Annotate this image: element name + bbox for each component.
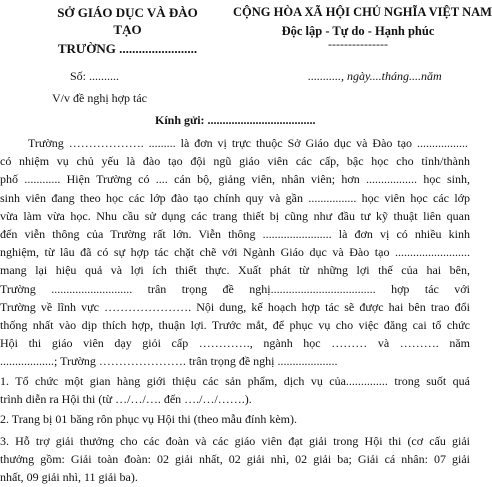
- body-line: thống nhất vào dịp thích hợp, thuận lợi. Trước mắt, để phục vụ cho việc đăng cai tổ chức: [0, 318, 470, 333]
- agency-name-line1: SỞ GIÁO DỤC VÀ ĐÀO: [57, 5, 198, 20]
- agency-name-line2: TẠO: [113, 22, 142, 37]
- document-date: ..........., ngày....tháng....năm: [308, 69, 442, 83]
- item-line: thưởng gồm: Giải toàn đoàn: 02 giải nhất, 02 giải nhì, 02 giải ba; Giải cá nhân: 07 giải: [0, 452, 470, 467]
- body-line: có nhiệm vụ chủ yếu là đào tạo đội ngũ giáo viên các cấp, bậc học cho tỉnh/thành: [0, 154, 470, 169]
- request-item-2: 2. Trang bị 01 băng rôn phục vụ Hội thi (theo mẫu đính kèm).: [0, 412, 297, 426]
- body-line: sinh viên đang theo học các lớp đào tạo chính quy và gần ................ học viên học các lớp: [0, 190, 470, 205]
- body-line: vừa làm vừa học. Nhu cầu sử dụng các trang thiết bị cũng như đầu tư kỹ thuật liên quan: [0, 208, 470, 223]
- national-motto: Độc lập - Tự do - Hạnh phúc: [281, 24, 435, 38]
- item-line: trình diễn ra Hội thi (từ …/…/…. đến …./…/…….).: [0, 392, 252, 407]
- intro-paragraph: [0, 134, 470, 371]
- body-line: Hội thi giáo viên dạy giỏi cấp …………., ngành học ……… và ………. năm: [0, 336, 470, 351]
- body-line: ..................; Trường …………………. trân trọng đề nghị ....................: [0, 354, 338, 369]
- body-line: Trường ........................... trân trọng đề nghị................................... hợp tác với: [0, 281, 470, 296]
- document-number: Số: ..........: [70, 69, 120, 83]
- item-line: 1. Tổ chức một gian hàng giới thiệu các sản phẩm, dịch vụ của.............. trong suốt quá: [0, 374, 470, 388]
- school-name: TRƯỜNG ........................: [57, 41, 198, 56]
- body-line: đến viễn thông của Trường rất lớn. Viễn thông ....................... là đơn vị có nhiều kinh: [0, 227, 470, 242]
- item-line: 3. Hỗ trợ giải thưởng cho các đoàn và các giáo viên đạt giải trong Hội thi (cơ cấu giải: [0, 434, 470, 448]
- greeting-text: Kính gửi: ....................................: [155, 113, 316, 127]
- request-item-1: [0, 372, 470, 408]
- body-line: phố ............ Hiện Trường có .... cán bộ, giảng viên, nhân viên; hơn ................. học sinh,: [0, 172, 470, 187]
- body-line: mang lại hiệu quả và lợi ích thiết thực. Xuất phát từ những lợi thế của hai bên,: [0, 263, 470, 278]
- nation-title: CỘNG HÒA XÃ HỘI CHỦ NGHĨA VIỆT NAM: [233, 5, 492, 19]
- body-line: nghiệm, từ lâu đã có sự hợp tác chặt chẽ với Ngành Giáo dục và Đào tạo .........................: [0, 245, 470, 260]
- body-line: Trường về lĩnh vực …………………. Nội dung, kế hoạch hợp tác sẽ được hai bên trao đổi: [0, 299, 470, 314]
- body-line: Trường ………………. ......... là đơn vị trực thuộc Sở Giáo dục và Đào tạo .................: [28, 136, 468, 150]
- greeting: [155, 113, 316, 128]
- document-subject: V/v đề nghị hợp tác: [52, 91, 147, 105]
- request-item-3: [0, 432, 470, 487]
- item-line: nhất, 09 giải nhì, 11 giải ba).: [0, 470, 138, 485]
- motto-underline: ---------------: [328, 37, 388, 51]
